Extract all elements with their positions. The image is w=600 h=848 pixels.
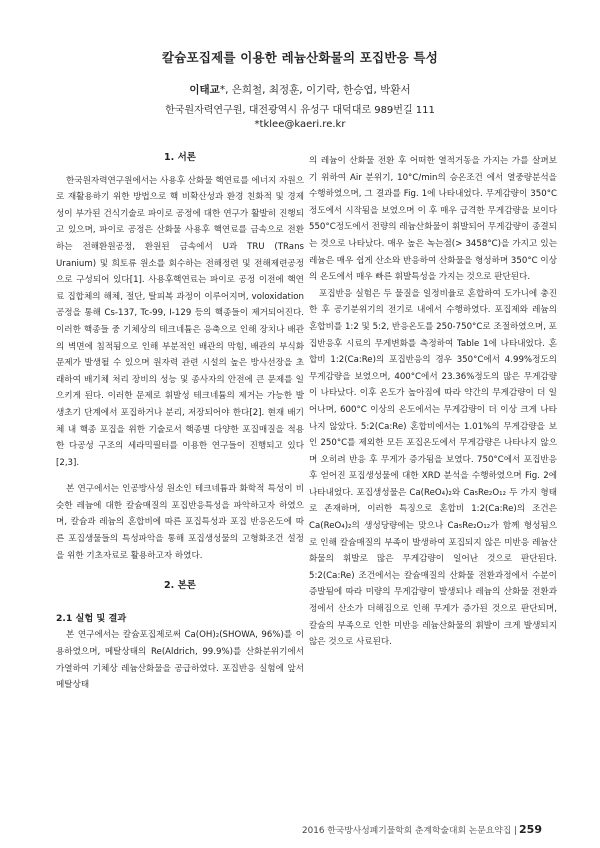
coauthors: , 은희철, 최정훈, 이기락, 한승엽, 박환서 bbox=[225, 84, 411, 96]
affiliation: 한국원자력연구원, 대전광역시 유성구 대덕대로 989번길 111 bbox=[165, 105, 435, 116]
corresponding-author: 이태교 bbox=[189, 84, 220, 96]
intro-paragraph-1: 한국원자력연구원에서는 사용후 산화물 핵연료를 에너지 자원으로 재활용하기 위한 방법으로 핵 비확산성과 환경 친화적 및 경제성이 부가된 건식기술로 파이로 공정에 대한 연구가 활발히 진행되고 있으며, 파이로 공정은 산화물 사용후 핵연료를 금속으로 전환하는 전해환원공정, 환원된 금속에서 U과 TRU (TRans Uranium) 및 희토류 원소를 회수하는 전해정련 및 전해제련공정으로 구성되어 있다[1]. 사용후핵연료는 파이로 공정 이전에 핵연료 집합체의 해체, 절단, 탈피복 과정이 이루어지며, voloxidation 공정을 통해 Cs-137, Tc-99, I-129 등의 핵종들이 제거되어진다. 이러한 핵종들 중 기체상의 테크네튬은 응축으로 인해 장치나 배관의 벽면에 침적됨으로 인해 부분적인 배관의 막힘, 배관의 부식화 문제가 발생될 수 있으며 원자력 관련 시설의 높은 방사선장을 초래하여 배기체 처리 장비의 성능 및 종사자의 안전에 큰 문제를 일으키게 된다. 이러한 문제로 휘발성 테크네튬의 제거는 가능한 발생초기 단계에서 포집하거나 분리, 저장되어야 한다[2]. 현재 배기체 내 핵종 포집을 위한 기술로서 핵종별 다양한 포집매질을 적용한 다공성 구조의 세라믹필터를 이용한 연구들이 진행되고 있다[2,3]. bbox=[56, 175, 304, 468]
left-column bbox=[56, 150, 304, 694]
intro-paragraph-2: 본 연구에서는 인공방사성 원소인 테크네튬과 화학적 특성이 비슷한 레늄에 대한 칼슘매질의 포집반응특성을 파악하고자 하였으며, 칼슘과 레늄의 혼합비에 따른 포집특성과 포집 반응온도에 따른 포집생물들의 특성파악을 통해 포집생성물의 고형화조건 설정을 위한 기초자료로 활용하고자 하였다. bbox=[56, 484, 304, 561]
page-footer bbox=[302, 823, 542, 836]
paper-title: 칼슘포집제를 이용한 레늄산화물의 포집반응 특성 bbox=[162, 50, 438, 65]
experiment-paragraph-1-cont: 의 레늄이 산화물 전환 후 어떠한 열적거동을 가지는 가를 살펴보기 위하여 Air 분위기, 10°C/min의 승온조건 에서 열중량분석을 수행하였으며, 그 결과를 Fig. 1에 나타내었다. 무게감량이 350°C정도에서 시작됨을 보였으며 이 후 매우 급격한 무게감량을 보이다 550°C정도에서 전량의 레늄산화물이 휘발되어 무게감량이 종결되는 것으로 나타났다. 매우 높은 녹는점(> 3458°C)을 가지고 있는 레늄은 매우 쉽게 산소와 반응하여 산화물을 형성하며 350°C 이상의 온도에서 매우 빠른 휘발특성을 가지는 것으로 판단된다. bbox=[309, 156, 557, 283]
author-list bbox=[0, 82, 600, 97]
right-column bbox=[309, 153, 557, 651]
page-number: 259 bbox=[519, 823, 542, 836]
body-heading: 2. 본론 bbox=[164, 580, 196, 592]
author-mark: * bbox=[219, 84, 226, 96]
experiment-paragraph-2: 포집반응 실험은 두 물질을 일정비율로 혼합하여 도가니에 충진한 후 공기분위기의 전기로 내에서 수행하였다. 포집제와 레늄의 혼합비를 1:2 및 5:2, 반응온도를 250-750°C로 조절하였으며, 포집반응후 시료의 무게변화를 측정하여 Table 1에 나타내었다. 혼합비 1:2(Ca:Re)의 포집반응의 경우 350°C에서 4.99%정도의 무게감량을 보였으며, 400°C에서 23.36%정도의 많은 무게감량이 나타났다. 이후 온도가 높아짐에 따라 약간의 무게감량이 더 일어나며, 600°C 이상의 온도에서는 무게감량이 더 이상 크게 나타나지 않았다. 5:2(Ca:Re) 혼합비에서는 1.01%의 무게감량을 보인 250°C를 제외한 모든 포집온도에서 무게감량은 나타나지 않으며 오히려 반응 후 무게가 증가됨을 보였다. 750°C에서 포집반응 후 얻어진 포집생성물에 대한 XRD 분석을 수행하였으며 Fig. 2에 나타내었다. 포집생성물은 Ca(ReO₄)₂와 Ca₅Re₂O₁₂ 두 가지 형태로 존재하며, 이러한 특징으로 혼합비 1:2(Ca:Re)의 조건은 Ca(ReO₄)₂의 생성당량에는 맞으나 Ca₅Re₂O₁₂가 함께 형성됨으로 인해 칼슘매질의 부족이 발생하여 포집되지 않은 미반응 레늄산화물의 휘발로 많은 무게감량이 일어난 것으로 판단된다. 5:2(Ca:Re) 조건에서는 칼슘매질의 산화물 전환과정에서 수분이 증발됨에 따라 미량의 무게감량이 발생되나 레늄의 산화물 전환과정에서 산소가 더해짐으로 인해 무게가 증가된 것으로 판단되며, 칼슘의 부족으로 인한 미반응 레늄산화물의 휘발이 크게 발생되지 않은 것으로 사료된다. bbox=[309, 288, 557, 648]
experiment-heading: 2.1 실험 및 결과 bbox=[56, 612, 127, 624]
intro-heading: 1. 서론 bbox=[164, 152, 196, 163]
experiment-paragraph-1-start: 본 연구에서는 칼슘포집제로써 Ca(OH)₂(SHOWA, 96%)를 이용하였으며, 메탈상태의 Re(Aldrich, 99.9%)를 산화분위기에서 가열하여 기체상 레늄산화물을 공급하였다. 포집반응 실험에 앞서 메탈상태 bbox=[56, 630, 304, 691]
email: *tklee@kaeri.re.kr bbox=[254, 119, 346, 130]
footer-text: 2016 한국방사성폐기물학회 춘계학술대회 논문요약집 | bbox=[302, 826, 518, 836]
